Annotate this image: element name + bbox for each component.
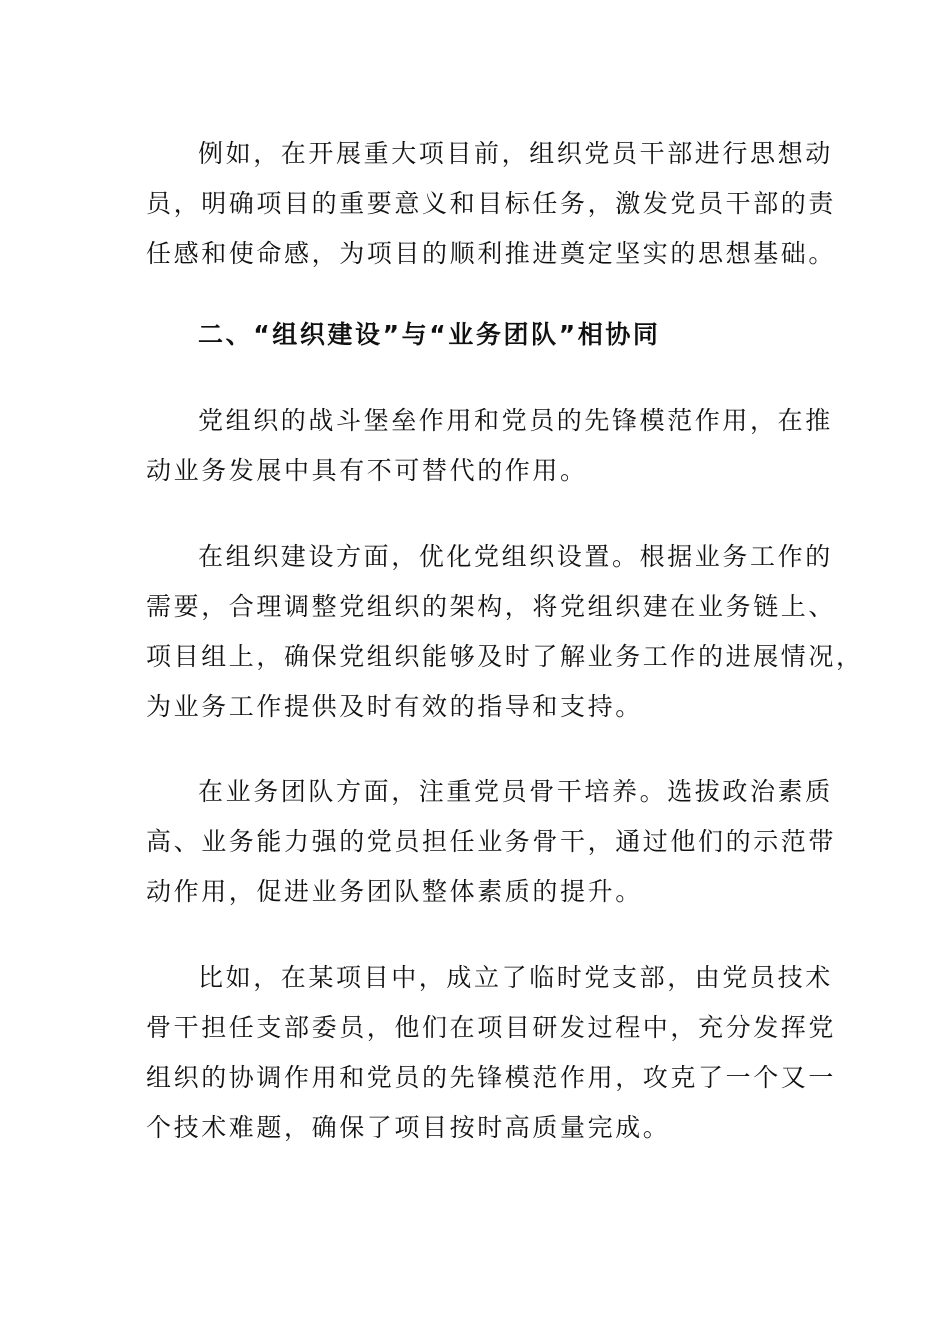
paragraph-line: 比如，在某项目中，成立了临时党支部，由党员技术 <box>198 963 833 992</box>
paragraph-line: 骨干担任支部委员，他们在项目研发过程中，充分发挥党 <box>146 1013 837 1042</box>
paragraph-line: 任感和使命感，为项目的顺利推进奠定坚实的思想基础。 <box>146 239 837 268</box>
paragraph-line: 党组织的战斗堡垒作用和党员的先锋模范作用，在推 <box>198 406 833 435</box>
paragraph-line: 动业务发展中具有不可替代的作用。 <box>146 456 588 485</box>
paragraph-line: 在组织建设方面，优化党组织设置。根据业务工作的 <box>198 542 833 571</box>
paragraph-line: 个技术难题，确保了项目按时高质量完成。 <box>146 1113 671 1142</box>
paragraph-line: 项目组上，确保党组织能够及时了解业务工作的进展情况， <box>146 642 864 671</box>
paragraph-line: 在业务团队方面，注重党员骨干培养。选拔政治素质 <box>198 777 833 806</box>
paragraph-line: 高、业务能力强的党员担任业务骨干，通过他们的示范带 <box>146 827 837 856</box>
paragraph-organization-building <box>146 532 864 732</box>
paragraph-line: 员，明确项目的重要意义和目标任务，激发党员干部的责 <box>146 189 837 218</box>
paragraph-project-example <box>146 953 837 1153</box>
paragraph-line: 为业务工作提供及时有效的指导和支持。 <box>146 692 643 721</box>
paragraph-party-role <box>146 396 833 496</box>
paragraph-line: 动作用，促进业务团队整体素质的提升。 <box>146 877 643 906</box>
paragraph-line: 需要，合理调整党组织的架构，将党组织建在业务链上、 <box>146 592 837 621</box>
paragraph-line: 组织的协调作用和党员的先锋模范作用，攻克了一个又一 <box>146 1063 837 1092</box>
paragraph-example-mobilization <box>146 129 837 279</box>
paragraph-line: 例如，在开展重大项目前，组织党员干部进行思想动 <box>198 139 833 168</box>
paragraph-business-team <box>146 767 837 917</box>
section-heading: 二、“组织建设”与“业务团队”相协同 <box>198 320 661 349</box>
